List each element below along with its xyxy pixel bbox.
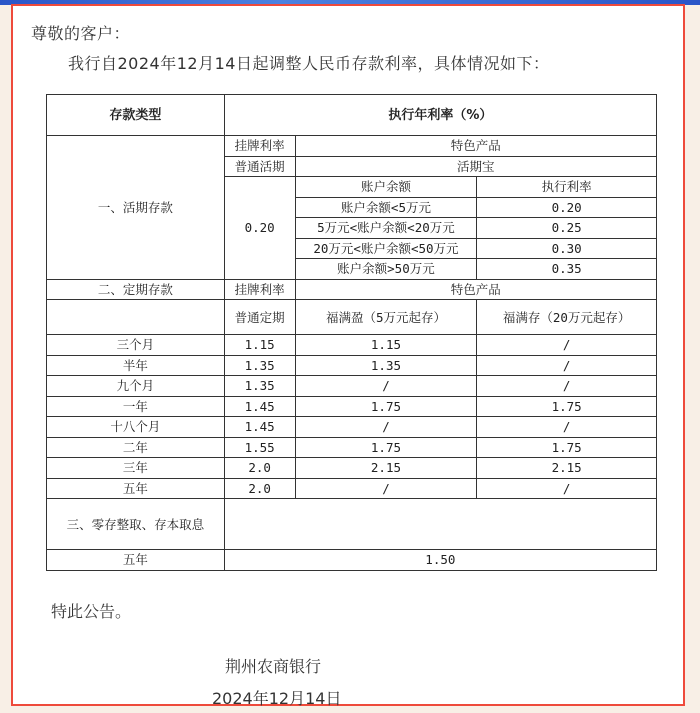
- term: 三年: [47, 458, 225, 479]
- featured-product-label: 特色产品: [295, 136, 656, 157]
- product2-rate: /: [477, 478, 657, 499]
- balance-header: 账户余额: [295, 177, 477, 198]
- installment-rate: 1.50: [224, 550, 656, 571]
- table-row: [47, 300, 657, 335]
- table-row: [47, 499, 657, 550]
- product-name: 活期宝: [295, 156, 656, 177]
- tier-rate: 0.35: [477, 259, 657, 280]
- table-row: [47, 355, 657, 376]
- regular-rate: 1.55: [224, 437, 295, 458]
- table-header-row: [47, 95, 657, 136]
- product1-rate: 1.15: [295, 335, 477, 356]
- tier-balance: 账户余额>50万元: [295, 259, 477, 280]
- greeting: 尊敬的客户：: [31, 24, 131, 43]
- table-row: [47, 458, 657, 479]
- product2-rate: /: [477, 335, 657, 356]
- featured-product-label: 特色产品: [295, 279, 656, 300]
- demand-listed-rate: 0.20: [224, 177, 295, 280]
- regular-rate: 1.35: [224, 376, 295, 397]
- demand-deposit-label: 一、活期存款: [47, 136, 225, 280]
- product1-rate: /: [295, 417, 477, 438]
- bank-name: 荆州农商银行: [225, 657, 322, 676]
- product2-rate: 1.75: [477, 396, 657, 417]
- product1-rate: 1.35: [295, 355, 477, 376]
- term: 五年: [47, 478, 225, 499]
- rate-table: [46, 94, 657, 571]
- product1-rate: 1.75: [295, 396, 477, 417]
- table-row: [47, 550, 657, 571]
- empty-cell: [224, 499, 656, 550]
- regular-time-label: 普通定期: [224, 300, 295, 335]
- term: 十八个月: [47, 417, 225, 438]
- listed-rate-label: 挂牌利率: [224, 136, 295, 157]
- regular-rate: 2.0: [224, 478, 295, 499]
- tier-balance: 20万元<账户余额<50万元: [295, 238, 477, 259]
- product2-rate: /: [477, 376, 657, 397]
- product1-label: 福满盈（5万元起存）: [295, 300, 477, 335]
- empty-cell: [47, 300, 225, 335]
- regular-rate: 1.45: [224, 417, 295, 438]
- tier-rate: 0.25: [477, 218, 657, 239]
- term: 九个月: [47, 376, 225, 397]
- table-row: [47, 396, 657, 417]
- tier-balance: 账户余额<5万元: [295, 197, 477, 218]
- term: 三个月: [47, 335, 225, 356]
- table-row: [47, 417, 657, 438]
- term: 半年: [47, 355, 225, 376]
- regular-rate: 1.35: [224, 355, 295, 376]
- product2-rate: 2.15: [477, 458, 657, 479]
- table-row: [47, 437, 657, 458]
- exec-rate-header: 执行利率: [477, 177, 657, 198]
- product1-rate: /: [295, 376, 477, 397]
- listed-rate-label: 挂牌利率: [224, 279, 295, 300]
- product2-label: 福满存（20万元起存）: [477, 300, 657, 335]
- product2-rate: /: [477, 355, 657, 376]
- time-deposit-label: 二、定期存款: [47, 279, 225, 300]
- product1-rate: /: [295, 478, 477, 499]
- intro-paragraph: 我行自2024年12月14日起调整人民币存款利率，具体情况如下：: [68, 54, 550, 73]
- header-deposit-type: 存款类型: [47, 95, 225, 136]
- product2-rate: /: [477, 417, 657, 438]
- tier-rate: 0.30: [477, 238, 657, 259]
- table-row: [47, 335, 657, 356]
- table-row: [47, 136, 657, 157]
- tier-rate: 0.20: [477, 197, 657, 218]
- installment-deposit-label: 三、零存整取、存本取息: [47, 499, 225, 550]
- regular-rate: 1.15: [224, 335, 295, 356]
- term: 五年: [47, 550, 225, 571]
- table-row: [47, 279, 657, 300]
- product2-rate: 1.75: [477, 437, 657, 458]
- regular-demand-label: 普通活期: [224, 156, 295, 177]
- table-row: [47, 478, 657, 499]
- closing-text: 特此公告。: [51, 602, 132, 621]
- regular-rate: 1.45: [224, 396, 295, 417]
- regular-rate: 2.0: [224, 458, 295, 479]
- header-annual-rate: 执行年利率（%）: [224, 95, 656, 136]
- notice-date: 2024年12月14日: [212, 689, 342, 708]
- product1-rate: 1.75: [295, 437, 477, 458]
- table-row: [47, 376, 657, 397]
- notice-page: [11, 4, 685, 706]
- tier-balance: 5万元<账户余额<20万元: [295, 218, 477, 239]
- product1-rate: 2.15: [295, 458, 477, 479]
- term: 二年: [47, 437, 225, 458]
- term: 一年: [47, 396, 225, 417]
